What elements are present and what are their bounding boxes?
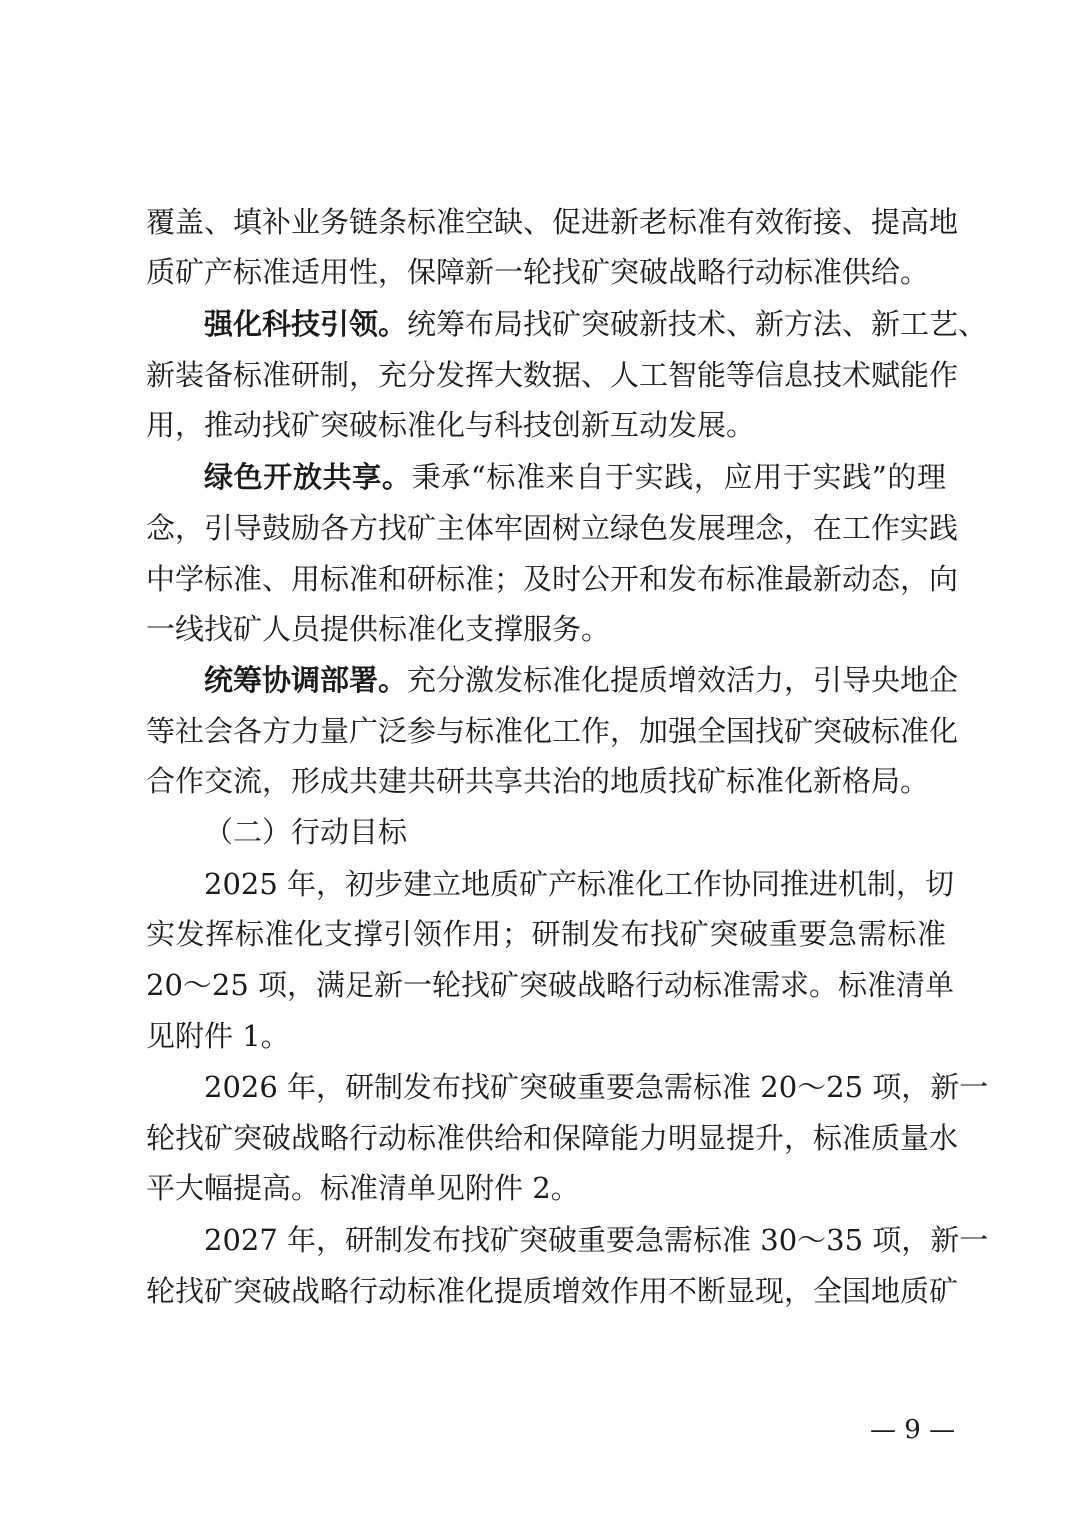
paragraph-line: 2025 年，初步建立地质矿产标准化工作协同推进机制，切: [204, 867, 955, 901]
paragraph-line: 平大幅提高。标准清单见附件 2。: [146, 1171, 580, 1205]
paragraph-line: 念，引导鼓励各方找矿主体牢固树立绿色发展理念，在工作实践: [146, 511, 959, 545]
paragraph-heading: 强化科技引领。: [204, 307, 408, 341]
paragraph-text: 秉承“标准来自于实践，应用于实践”的理: [411, 460, 946, 494]
paragraph-line: 见附件 1。: [146, 1019, 290, 1053]
paragraph-heading: 绿色开放共享。: [204, 460, 412, 494]
paragraph-first-line: [204, 304, 988, 344]
paragraph-text: 充分激发标准化提质增效活力，引导央地企: [407, 663, 959, 697]
paragraph-line: 用，推动找矿突破标准化与科技创新互动发展。: [146, 408, 756, 442]
paragraph-line: 质矿产标准适用性，保障新一轮找矿突破战略行动标准供给。: [146, 255, 930, 289]
paragraph-line: 20～25 项，满足新一轮找矿突破战略行动标准需求。标准清单: [146, 968, 955, 1002]
paragraph-line: 实发挥标准化支撑引领作用；研制发布找矿突破重要急需标准: [146, 917, 946, 951]
section-heading: （二）行动目标: [204, 815, 408, 849]
paragraph-line: 一线找矿人员提供标准化支撑服务。: [146, 612, 611, 646]
paragraph-line: 轮找矿突破战略行动标准化提质增效作用不断显现，全国地质矿: [146, 1274, 959, 1308]
paragraph-line: 轮找矿突破战略行动标准供给和保障能力明显提升，标准质量水: [146, 1121, 959, 1155]
paragraph-line: 2027 年，研制发布找矿突破重要急需标准 30～35 项，新一: [204, 1223, 989, 1257]
paragraph-first-line: [204, 660, 959, 700]
paragraph-line: 等社会各方力量广泛参与标准化工作，加强全国找矿突破标准化: [146, 714, 959, 748]
paragraph-heading: 统筹协调部署。: [204, 663, 408, 697]
paragraph-line: 合作交流，形成共建共研共享共治的地质找矿标准化新格局。: [146, 764, 930, 798]
paragraph-line: 2026 年，研制发布找矿突破重要急需标准 20～25 项，新一: [204, 1070, 989, 1104]
paragraph-line: 中学标准、用标准和研标准；及时公开和发布标准最新动态，向: [146, 562, 959, 596]
paragraph-text: 统筹布局找矿突破新技术、新方法、新工艺、: [407, 307, 988, 341]
paragraph-line: 覆盖、填补业务链条标准空缺、促进新老标准有效衔接、提高地: [146, 205, 959, 239]
paragraph-line: 新装备标准研制，充分发挥大数据、人工智能等信息技术赋能作: [146, 358, 959, 392]
paragraph-first-line: [204, 457, 946, 497]
page-number: — 9 —: [870, 1415, 956, 1445]
